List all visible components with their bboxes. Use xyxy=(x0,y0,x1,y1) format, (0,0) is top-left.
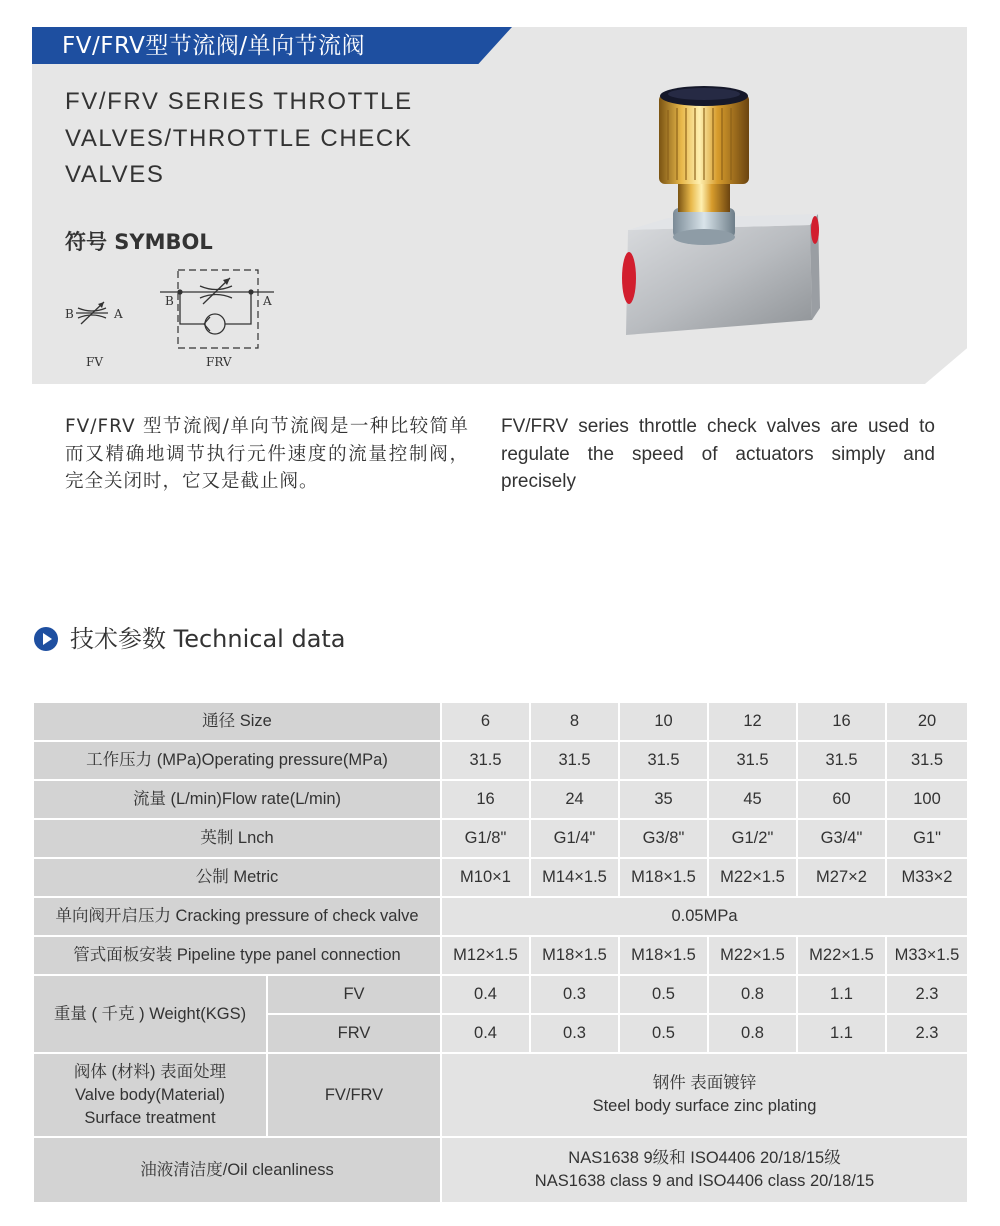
table-row-pipeline xyxy=(33,936,968,975)
fv-port-a: A xyxy=(114,307,123,321)
table-cell: 12 xyxy=(708,702,797,741)
table-cell: M10×1 xyxy=(441,858,530,897)
section-title: 技术参数 Technical data xyxy=(70,625,346,653)
row-label: 流量 (L/min)Flow rate(L/min) xyxy=(33,780,441,819)
table-cell: 31.5 xyxy=(708,741,797,780)
material-value-cn: 钢件 表面镀锌 xyxy=(652,1074,757,1092)
symbol-heading: 符号 SYMBOL xyxy=(65,230,213,254)
table-cell: 100 xyxy=(886,780,968,819)
frv-caption: FRV xyxy=(206,355,232,369)
frv-port-b: B xyxy=(165,294,174,308)
table-cell: M33×2 xyxy=(886,858,968,897)
table-cell: M33×1.5 xyxy=(886,936,968,975)
row-sub-label: FV/FRV xyxy=(267,1053,441,1137)
table-cell xyxy=(441,1137,968,1203)
table-row-size xyxy=(33,702,968,741)
table-cell: 0.3 xyxy=(530,1014,619,1053)
table-cell: 0.5 xyxy=(619,1014,708,1053)
english-title: FV/FRV SERIES THROTTLE VALVES/THROTTLE CHECK VALVES xyxy=(65,88,413,188)
table-cell: 0.05MPa xyxy=(441,897,968,936)
table-cell: M12×1.5 xyxy=(441,936,530,975)
table-cell: 10 xyxy=(619,702,708,741)
material-label-treatment: Surface treatment xyxy=(84,1108,216,1127)
row-label: 管式面板安装 Pipeline type panel connection xyxy=(33,936,441,975)
table-cell: 16 xyxy=(797,702,886,741)
table-row-weight-fv xyxy=(33,975,968,1014)
material-label-cn: 阀体 (材料) 表面处理 xyxy=(73,1062,227,1081)
description-english: FV/FRV series throttle check valves are used to regulate the speed of actuators simply and precisely xyxy=(501,416,935,492)
table-row-material xyxy=(33,1053,968,1137)
row-label xyxy=(33,1053,267,1137)
row-label: 油液清洁度/Oil cleanliness xyxy=(33,1137,441,1203)
table-cell xyxy=(441,1053,968,1137)
table-cell: 31.5 xyxy=(530,741,619,780)
table-cell: 45 xyxy=(708,780,797,819)
table-cell: 2.3 xyxy=(886,1014,968,1053)
table-cell: G1/2" xyxy=(708,819,797,858)
frv-port-a: A xyxy=(263,294,272,308)
table-cell: M18×1.5 xyxy=(619,936,708,975)
row-label: 工作压力 (MPa)Operating pressure(MPa) xyxy=(33,741,441,780)
table-cell: 31.5 xyxy=(441,741,530,780)
table-cell: 8 xyxy=(530,702,619,741)
row-sub-label: FRV xyxy=(267,1014,441,1053)
table-cell: 16 xyxy=(441,780,530,819)
row-label: 重量 ( 千克 ) Weight(KGS) xyxy=(33,975,267,1053)
table-cell: 0.4 xyxy=(441,1014,530,1053)
material-value-en: Steel body surface zinc plating xyxy=(592,1097,817,1115)
table-row-cracking xyxy=(33,897,968,936)
table-cell: 35 xyxy=(619,780,708,819)
table-cell: 0.8 xyxy=(708,975,797,1014)
table-cell: M18×1.5 xyxy=(530,936,619,975)
table-cell: 60 xyxy=(797,780,886,819)
table-cell: G1/8" xyxy=(441,819,530,858)
table-cell: 31.5 xyxy=(797,741,886,780)
table-cell: M14×1.5 xyxy=(530,858,619,897)
table-cell: 0.5 xyxy=(619,975,708,1014)
valve-product-image xyxy=(590,80,830,350)
row-label: 英制 Lnch xyxy=(33,819,441,858)
table-row-flow xyxy=(33,780,968,819)
table-cell: 24 xyxy=(530,780,619,819)
table-row-metric xyxy=(33,858,968,897)
description-chinese: FV/FRV 型节流阀/单向节流阀是一种比较简单而又精确地调节执行元件速度的流量控制阀，完全关闭时，它又是截止阀。 xyxy=(65,416,469,492)
fv-symbol xyxy=(65,302,123,369)
row-label: 公制 Metric xyxy=(33,858,441,897)
frv-symbol xyxy=(160,270,274,369)
table-cell: 1.1 xyxy=(797,1014,886,1053)
row-label: 单向阀开启压力 Cracking pressure of check valve xyxy=(33,897,441,936)
row-label: 通径 Size xyxy=(33,702,441,741)
table-cell: G1/4" xyxy=(530,819,619,858)
table-row-pressure xyxy=(33,741,968,780)
cleanliness-value-en: NAS1638 class 9 and ISO4406 class 20/18/15 xyxy=(534,1172,875,1190)
table-cell: M22×1.5 xyxy=(708,858,797,897)
table-cell: 2.3 xyxy=(886,975,968,1014)
table-cell: 6 xyxy=(441,702,530,741)
table-cell: 31.5 xyxy=(886,741,968,780)
table-cell: M22×1.5 xyxy=(797,936,886,975)
cleanliness-value-cn: NAS1638 9级和 ISO4406 20/18/15级 xyxy=(568,1149,841,1167)
row-sub-label: FV xyxy=(267,975,441,1014)
table-row-inch xyxy=(33,819,968,858)
material-label-en: Valve body(Material) xyxy=(74,1085,226,1104)
table-cell: G1" xyxy=(886,819,968,858)
table-cell: 0.8 xyxy=(708,1014,797,1053)
table-cell: 0.4 xyxy=(441,975,530,1014)
table-cell: G3/8" xyxy=(619,819,708,858)
banner-title: FV/FRV型节流阀/单向节流阀 xyxy=(62,33,366,59)
technical-data-table xyxy=(32,701,969,1204)
table-cell: G3/4" xyxy=(797,819,886,858)
hydraulic-symbols xyxy=(60,262,280,374)
table-cell: 20 xyxy=(886,702,968,741)
table-cell: 1.1 xyxy=(797,975,886,1014)
table-cell: 0.3 xyxy=(530,975,619,1014)
table-cell: M18×1.5 xyxy=(619,858,708,897)
fv-caption: FV xyxy=(86,355,103,369)
fv-port-b: B xyxy=(65,307,74,321)
table-cell: M27×2 xyxy=(797,858,886,897)
table-cell: 31.5 xyxy=(619,741,708,780)
table-cell: M22×1.5 xyxy=(708,936,797,975)
table-row-cleanliness xyxy=(33,1137,968,1203)
play-circle-icon xyxy=(33,626,59,652)
